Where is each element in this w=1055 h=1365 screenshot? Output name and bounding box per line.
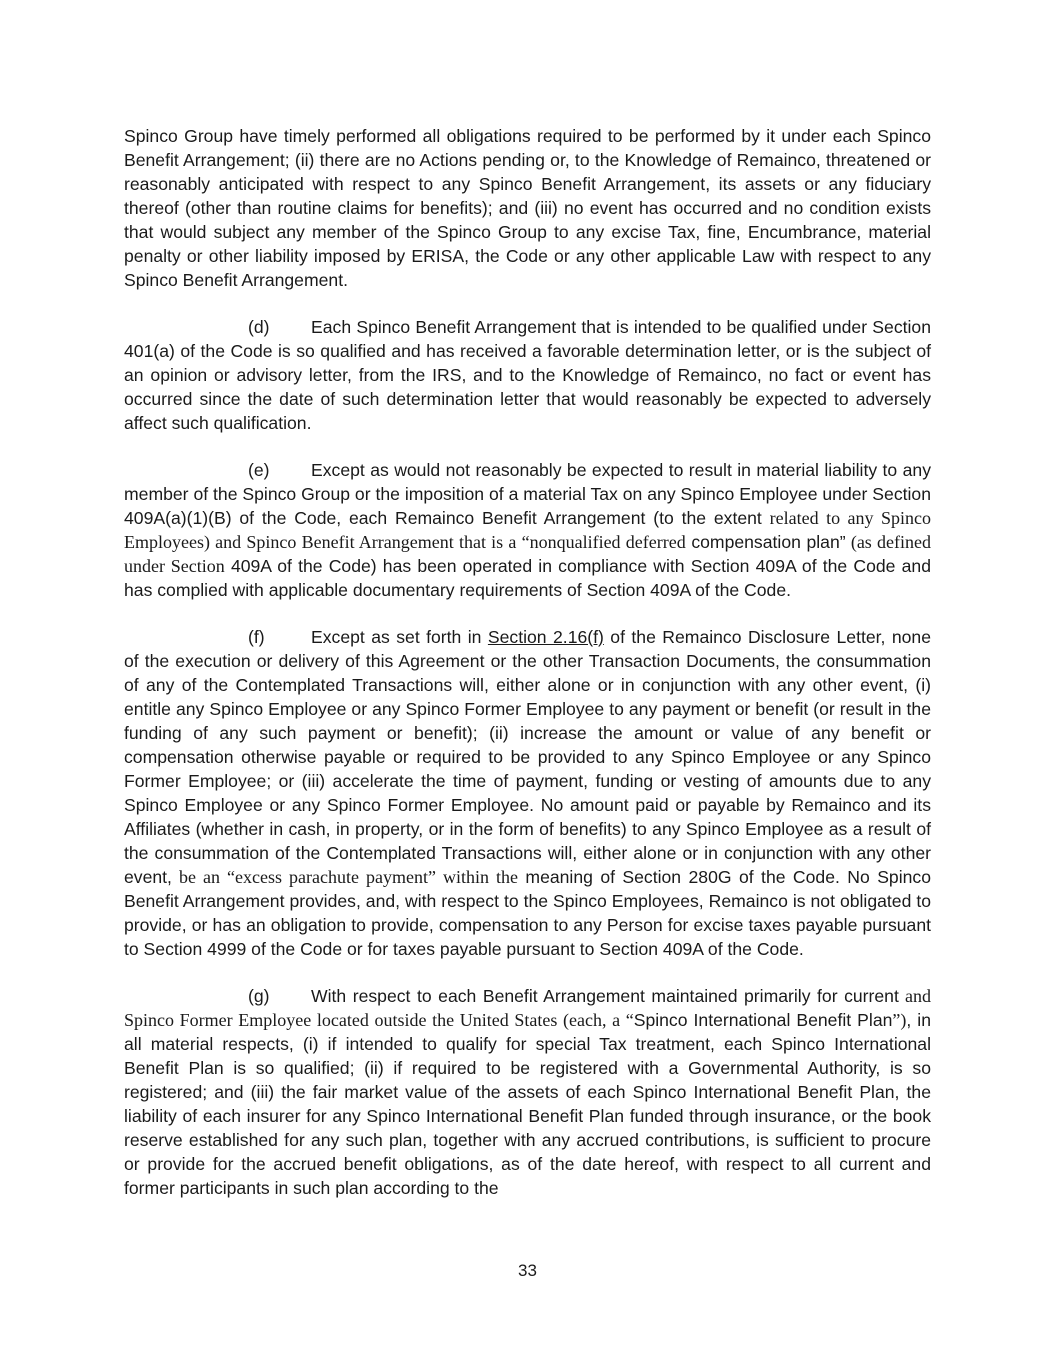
paragraph-g-text-4: ”) (892, 1010, 907, 1030)
paragraph-e-text-2: related to any Spinco Employees) and Spinco Benefit Arrangement that is a “nonqualified deferred (124, 508, 931, 552)
paragraph-g-text-2: and Spinco Former Employee located outside the United States (each, a “ (124, 986, 931, 1030)
page-number: 33 (518, 1261, 537, 1280)
paragraph-e-text-3: compensation plan” (691, 532, 846, 552)
paragraph-g-marker: (g) (248, 986, 270, 1006)
paragraph-f-text-4: meaning of Section 280G of the Code. No Spinco Benefit Arrangement provides, and, with respect to the Spinco Employees, Remainco is not obligated to provide, or has an obligation to provide, compensation to any Person for excise taxes payable pursuant to Section 4999 of the Code or for taxes payable pursuant to Section 409A of the Code. (124, 867, 931, 959)
section-reference-link: Section 2.16(f) (487, 627, 604, 647)
paragraph-d-marker: (d) (248, 317, 270, 337)
paragraph-e-text-4: (as defined under Section (124, 532, 931, 576)
paragraph-e-text-1: Except as would not reasonably be expected to result in material liability to any member of the Spinco Group or the imposition of a material Tax on any Spinco Employee under Section 409A(a)(1)(B) of the Code, each Remainco Benefit Arrangement (to the extent (124, 460, 931, 528)
paragraph-f-text-1: Except as set forth in (311, 627, 488, 647)
paragraph-g-text-1: With respect to each Benefit Arrangement maintained primarily for current (311, 986, 899, 1006)
paragraph-d (124, 315, 931, 435)
paragraph-e (124, 458, 931, 602)
paragraph-f (124, 625, 931, 961)
document-body (124, 124, 931, 1223)
paragraph-f-text-2: of the Remainco Disclosure Letter, none of the execution or delivery of this Agreement or the other Transaction Documents, the consummation of any of the Contemplated Transactions will, either alone or in conjunction with any other event, (i) entitle any Spinco Employee or any Spinco Former Employee to any payment or benefit (or result in the funding of any such payment or benefit); (ii) increase the amount or value of any benefit or compensation otherwise payable or required to be provided to any Spinco Employee or any Spinco Former Employee; or (iii) accelerate the time of payment, funding or vesting of amounts due to any Spinco Employee or any Spinco Former Employee. No amount paid or payable by Remainco and its Affiliates (whether in cash, in property, or in the form of benefits) to any Spinco Employee as a result of the consummation of the Contemplated Transactions will, either alone or in conjunction with any other event, (124, 627, 931, 887)
paragraph-f-text-3: be an “excess parachute payment” within the (171, 867, 518, 887)
paragraph-g (124, 984, 931, 1200)
paragraph-e-marker: (e) (248, 460, 270, 480)
paragraph-d-text: Each Spinco Benefit Arrangement that is intended to be qualified under Section 401(a) of the Code is so qualified and has received a favorable determination letter, or is the subject of an opinion or advisory letter, from the IRS, and to the Knowledge of Remainco, no fact or event has occurred since the date of such determination letter that would reasonably be expected to adversely affect such qualification. (124, 317, 931, 433)
paragraph-g-text-5: , in all material respects, (i) if intended to qualify for special Tax treatment, each Spinco International Benefit Plan is so qualified; (ii) if required to be registered with a Governmental Authority, is so registered; and (iii) the fair market value of the assets of each Spinco International Benefit Plan, the liability of each insurer for any Spinco International Benefit Plan funded through insurance, or the book reserve established for any such plan, together with any accrued contributions, is sufficient to procure or provide for the accrued benefit obligations, as of the date hereof, with respect to all current and former participants in such plan according to the (124, 1010, 931, 1198)
paragraph-c-continuation: Spinco Group have timely performed all obligations required to be performed by it under each Spinco Benefit Arrangement; (ii) there are no Actions pending or, to the Knowledge of Remainco, threatened or reasonably anticipated with respect to any Spinco Benefit Arrangement, its assets or any fiduciary thereof (other than routine claims for benefits); and (iii) no event has occurred and no condition exists that would subject any member of the Spinco Group to any excise Tax, fine, Encumbrance, material penalty or other liability imposed by ERISA, the Code or any other applicable Law with respect to any Spinco Benefit Arrangement. (124, 126, 931, 290)
paragraph-e-text-5: 409A of the Code) has been operated in compliance with Section 409A of the Code and has complied with applicable documentary requirements of Section 409A of the Code. (124, 556, 931, 600)
paragraph-f-marker: (f) (248, 627, 265, 647)
paragraph-g-defined-term: Spinco International Benefit Plan (633, 1010, 893, 1030)
